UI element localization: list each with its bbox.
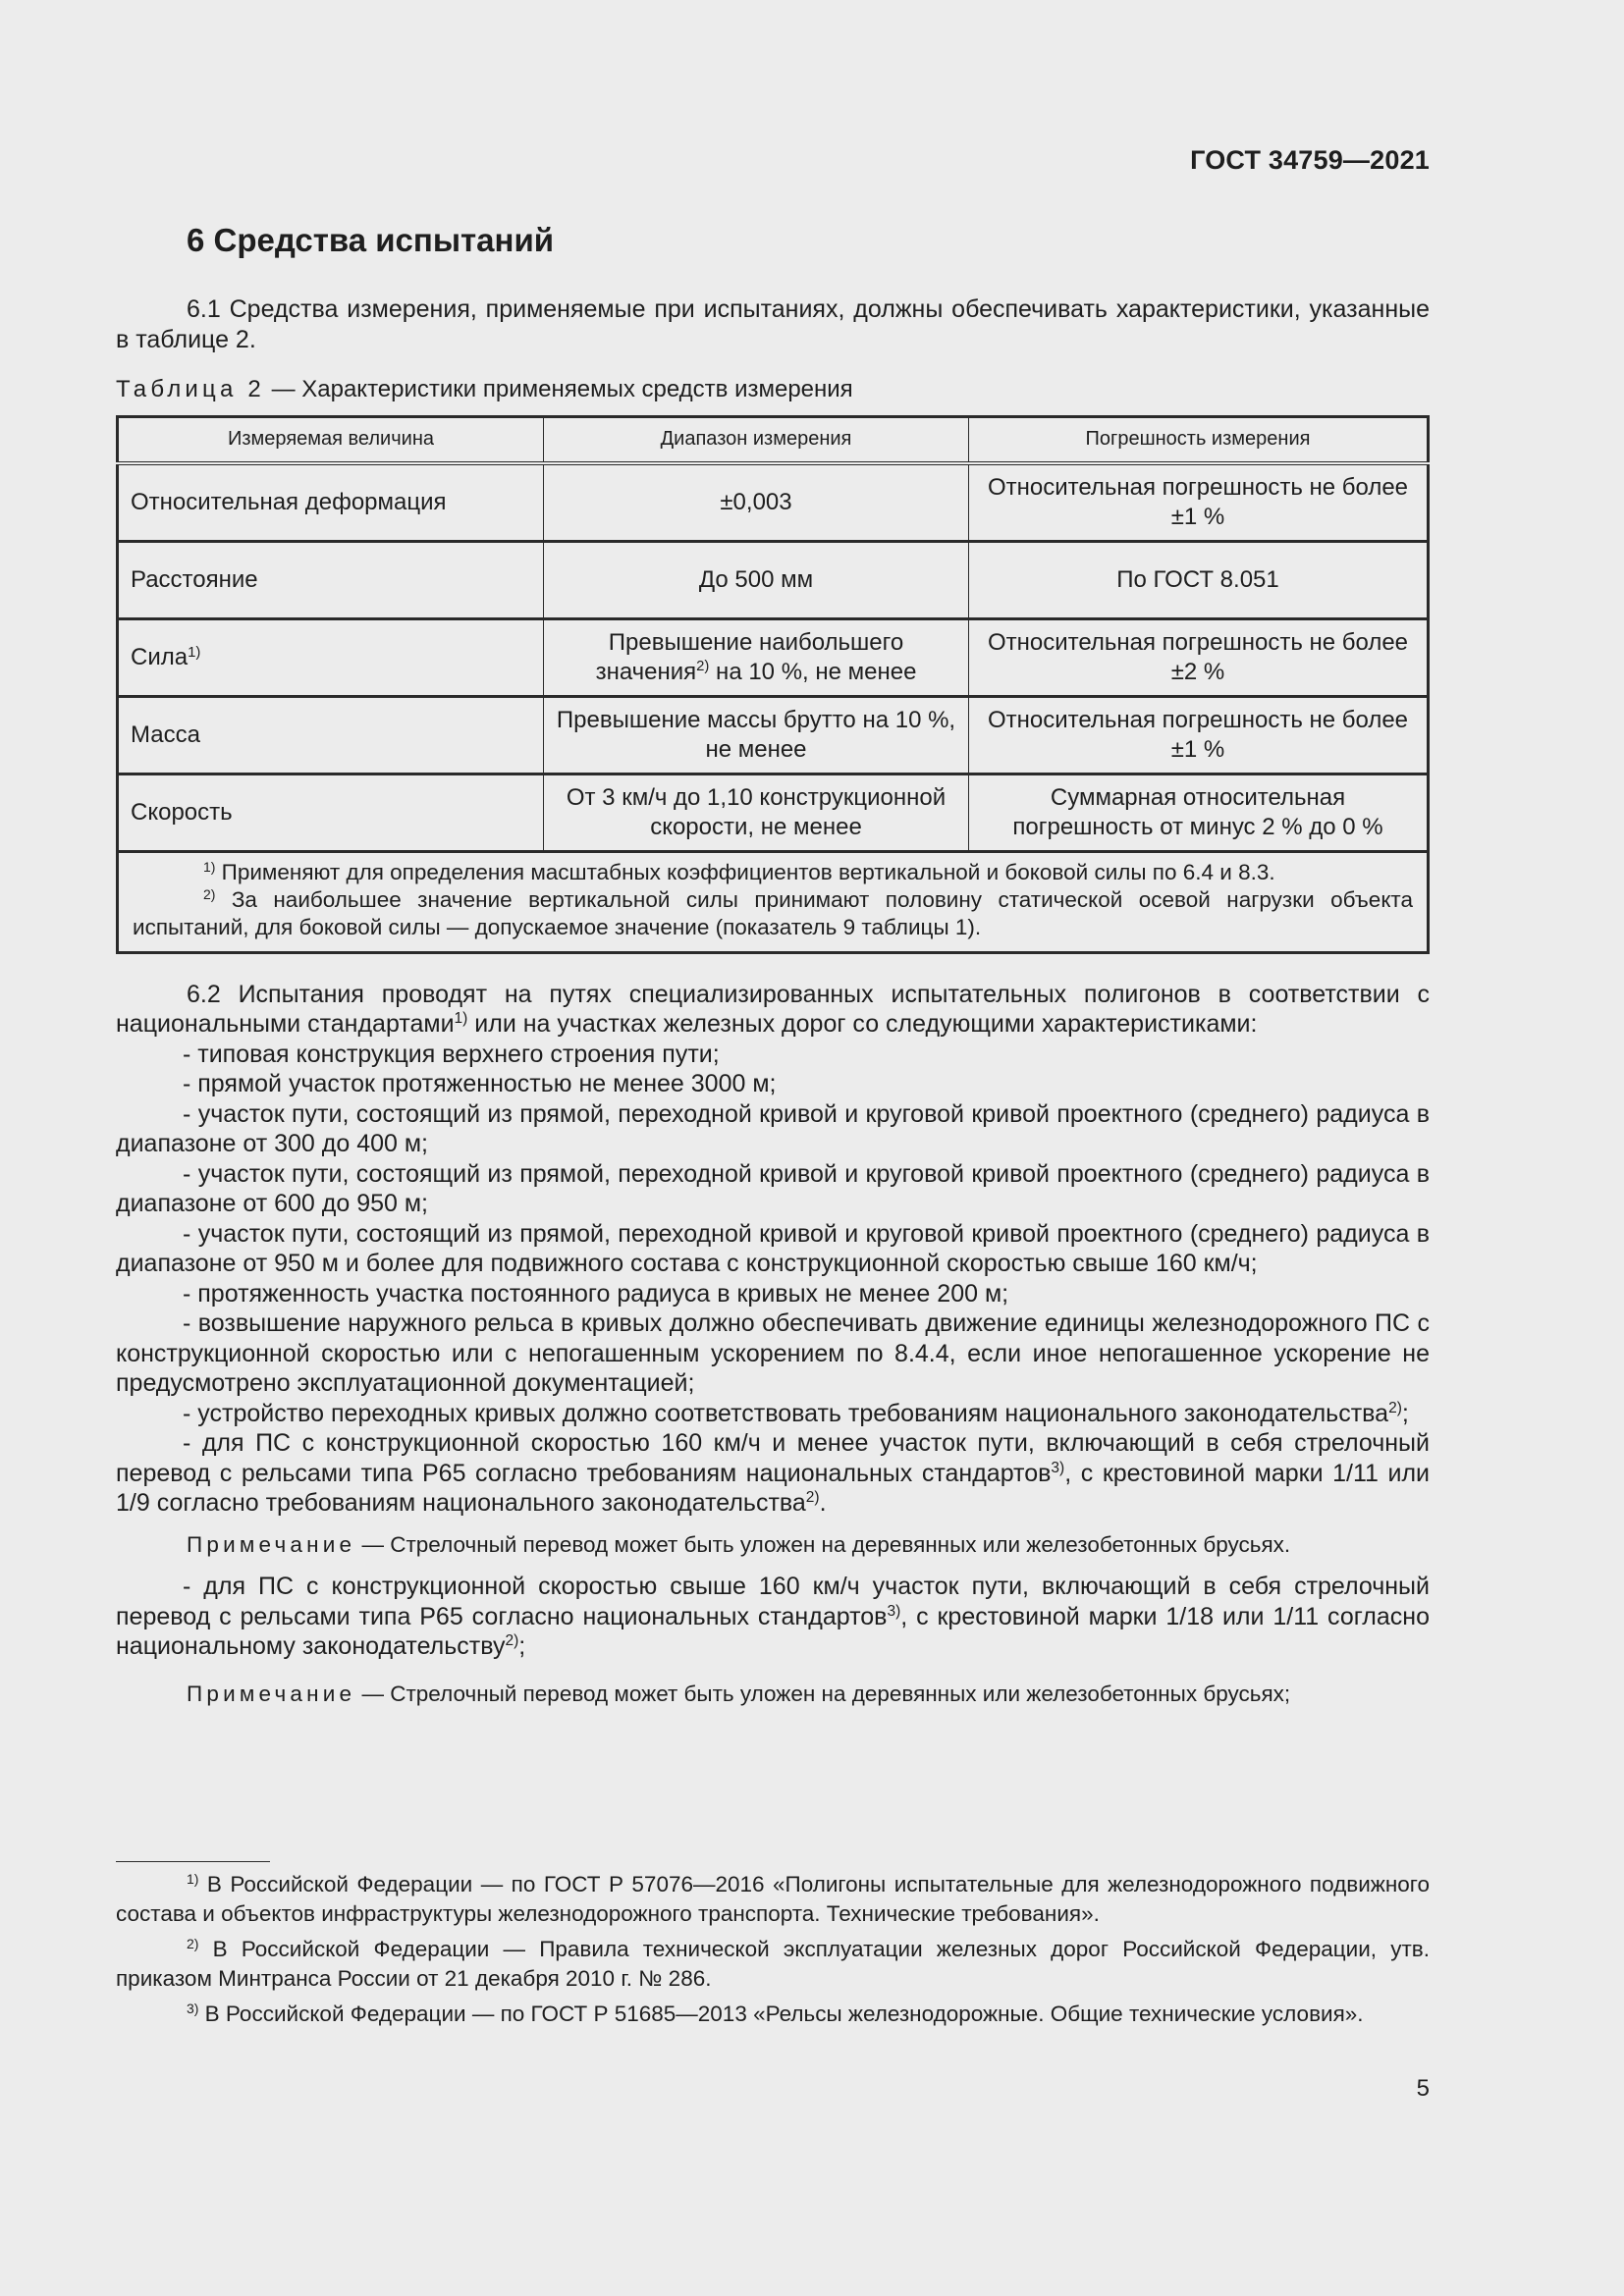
list-item: - прямой участок протяженностью не менее 3000 м;	[183, 1070, 777, 1097]
table-notes-row	[118, 851, 1429, 952]
note-label: Примечание	[187, 1531, 356, 1557]
table-note-2	[133, 886, 1413, 941]
footnote-mark: 3)	[187, 2001, 199, 2017]
list-item: - протяженность участка постоянного радиуса в кривых не менее 200 м;	[183, 1279, 1009, 1308]
table-row	[118, 774, 1429, 851]
footnote-mark: 1)	[187, 1871, 199, 1888]
footnote-ref: 2)	[505, 1632, 519, 1650]
cell-error: Относительная погрешность не более ±1 %	[969, 463, 1429, 541]
footnote-3	[116, 2000, 1430, 2029]
cell-error: Относительная погрешность не более ±2 %	[969, 618, 1429, 696]
section-title: 6 Средства испытаний	[187, 222, 555, 258]
measurement-table	[116, 415, 1430, 954]
cell-range: До 500 мм	[544, 541, 969, 618]
note-text: За наибольшее значение вертикальной силы принимают половину статической осевой нагрузки объекта испытаний, для боковой силы — допускаемое значение (показатель 9 таблицы 1).	[133, 886, 1413, 939]
footnote-text: В Российской Федерации — Правила технической эксплуатации железных дорог Российской Федерации, утв. приказом Минтранса России от 21 декабря 2010 г. № 286.	[116, 1937, 1430, 1991]
footnote-ref: 1)	[454, 1010, 468, 1028]
table-row	[118, 618, 1429, 696]
note-text: — Стрелочный перевод может быть уложен на деревянных или железобетонных брусьях;	[355, 1681, 1291, 1706]
cell-error: Суммарная относительная погрешность от минус 2 % до 0 %	[969, 774, 1429, 851]
header-range: Диапазон измерения	[544, 417, 969, 464]
paragraph-6-1: 6.1 Средства измерения, применяемые при испытаниях, должны обеспечивать характеристики, указанные в таблице 2.	[116, 295, 1430, 353]
table-row	[118, 696, 1429, 774]
cell-range: ±0,003	[544, 463, 969, 541]
page-content	[116, 222, 1430, 1721]
list-item-end: ;	[518, 1632, 526, 1660]
list-item-end: .	[819, 1489, 827, 1517]
cell-quantity: Скорость	[118, 774, 544, 851]
footnote-ref: 1)	[188, 644, 201, 661]
note-text: Применяют для определения масштабных коэффициентов вертикальной и боковой силы по 6.4 и 8.3.	[215, 859, 1275, 884]
cell-range	[544, 618, 969, 696]
list-item	[116, 1572, 1430, 1662]
header-error: Погрешность измерения	[969, 417, 1429, 464]
note-1	[116, 1530, 1430, 1561]
cell-error: Относительная погрешность не более ±1 %	[969, 696, 1429, 774]
table-note-1	[133, 859, 1413, 886]
table-row	[118, 541, 1429, 618]
cell-quantity-text: Сила	[131, 643, 189, 670]
footnote-ref: 2)	[1388, 1399, 1402, 1416]
list-item-text-cont: , с крестовиной марки 1/18 или 1/11 согласно национальному законодательству	[116, 1602, 1431, 1660]
footnotes	[116, 1861, 1430, 2035]
note-text: — Стрелочный перевод может быть уложен на деревянных или железобетонных брусьях.	[355, 1531, 1291, 1557]
note-mark: 2)	[203, 885, 216, 902]
list-item: - типовая конструкция верхнего строения пути;	[183, 1040, 720, 1068]
note-mark: 1)	[203, 858, 216, 875]
p62-text: 6.2 Испытания проводят на путях специализированных испытательных полигонов в соответствии с национальными стандартами	[116, 980, 1430, 1038]
table-header-row	[118, 417, 1429, 464]
table-row	[118, 463, 1429, 541]
footnote-mark: 2)	[187, 1936, 199, 1952]
cell-range: Превышение массы брутто на 10 %, не менее	[544, 696, 969, 774]
cell-quantity: Масса	[118, 696, 544, 774]
p62-text-cont: или на участках железных дорог со следующими характеристиками:	[467, 1010, 1258, 1038]
cell-range-text: Превышение наибольшего значения	[595, 629, 904, 685]
footnote-1	[116, 1870, 1430, 1929]
footnote-divider	[116, 1861, 270, 1862]
page-number: 5	[1416, 2075, 1430, 2102]
list-item-text: - для ПС с конструкционной скоростью 160 км/ч и менее участок пути, включающий в себя стрелочный перевод с рельсами типа Р65 согласно требованиям национальных стандартов	[116, 1429, 1430, 1487]
cell-range-text-cont: на 10 %, не менее	[709, 658, 917, 685]
note-2	[116, 1680, 1430, 1710]
header-quantity: Измеряемая величина	[118, 417, 544, 464]
cell-quantity: Расстояние	[118, 541, 544, 618]
cell-error: По ГОСТ 8.051	[969, 541, 1429, 618]
list-item: - участок пути, состоящий из прямой, переходной кривой и круговой кривой проектного (среднего) радиуса в диапазоне от 300 до 400 м;	[116, 1099, 1430, 1157]
cell-quantity	[118, 618, 544, 696]
footnote-text: В Российской Федерации — по ГОСТ Р 57076—2016 «Полигоны испытательные для железнодорожного подвижного состава и объектов инфраструктуры железнодорожного транспорта. Технические требования».	[116, 1872, 1430, 1926]
footnote-ref: 3)	[1051, 1459, 1065, 1476]
list-item	[116, 1399, 1430, 1429]
cell-quantity: Относительная деформация	[118, 463, 544, 541]
list-item: - возвышение наружного рельса в кривых должно обеспечивать движение единицы железнодорожного ПС с конструкционной скоростью или с непогашенным ускорением по 8.4.4, если иное непогашенное ускорение не предусмотрено эксплуатационной документацией;	[116, 1309, 1430, 1397]
footnote-ref: 3)	[887, 1602, 901, 1620]
table-caption	[116, 376, 1430, 403]
note-label: Примечание	[187, 1681, 356, 1706]
footnote-ref: 2)	[805, 1489, 820, 1507]
table-notes	[118, 851, 1429, 952]
footnote-2	[116, 1935, 1430, 1994]
list-item-text: - устройство переходных кривых должно соответствовать требованиям национального законодательства	[183, 1399, 1389, 1427]
list-item: - участок пути, состоящий из прямой, переходной кривой и круговой кривой проектного (среднего) радиуса в диапазоне от 950 м и более для подвижного состава с конструкционной скоростью свыше 160 км/ч;	[116, 1219, 1430, 1277]
table-caption-label: Таблица 2	[116, 376, 265, 402]
footnote-text: В Российской Федерации — по ГОСТ Р 51685—2013 «Рельсы железнодорожные. Общие технические условия».	[198, 2002, 1364, 2026]
table-caption-text: — Характеристики применяемых средств измерения	[264, 376, 853, 402]
list-item-end: ;	[1401, 1399, 1409, 1427]
list-item-text: - для ПС с конструкционной скоростью свыше 160 км/ч участок пути, включающий в себя стрелочный перевод с рельсами типа Р65 согласно национальных стандартов	[116, 1573, 1430, 1630]
list-item	[116, 1428, 1430, 1519]
cell-range: От 3 км/ч до 1,10 конструкционной скорости, не менее	[544, 774, 969, 851]
document-code: ГОСТ 34759—2021	[1190, 145, 1430, 175]
footnote-ref: 2)	[696, 659, 710, 675]
paragraph-6-2	[116, 980, 1430, 1040]
list-item: - участок пути, состоящий из прямой, переходной кривой и круговой кривой проектного (среднего) радиуса в диапазоне от 600 до 950 м;	[116, 1159, 1430, 1217]
list-item-text-cont: , с крестовиной марки 1/11 или 1/9 согласно требованиям национального законодательства	[116, 1459, 1430, 1517]
